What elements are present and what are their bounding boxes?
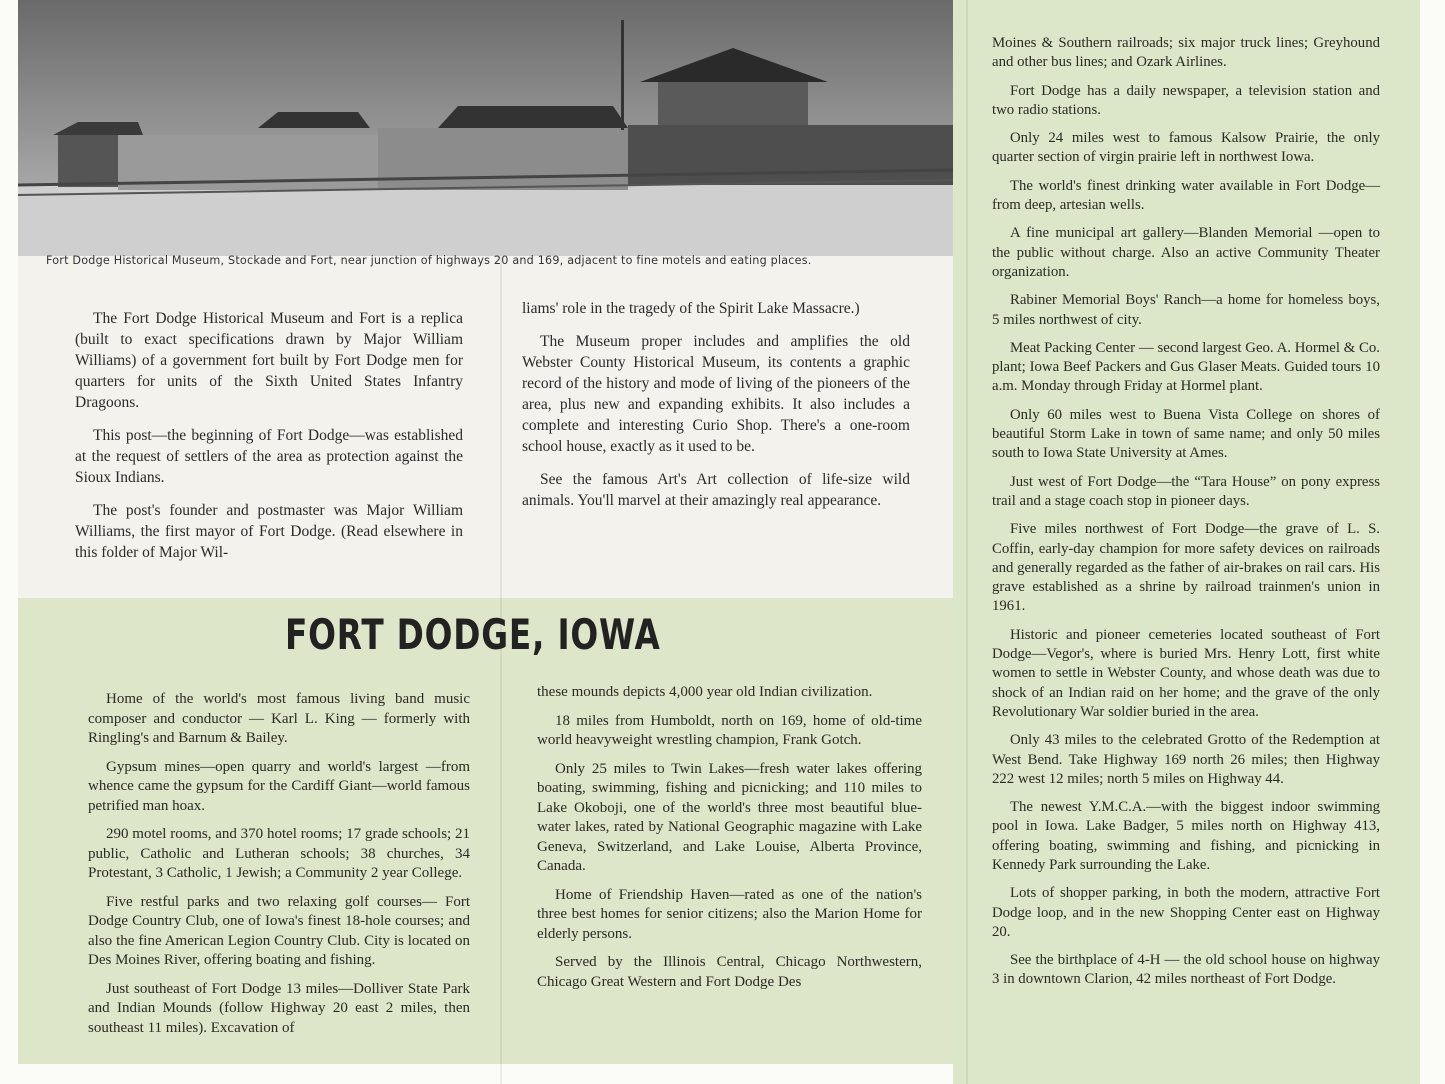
paragraph: liams' role in the tragedy of the Spirit Lake Massacre.): [522, 300, 860, 317]
paragraph: The Museum proper includes and amplifies the old Webster County Historical Museum, its contents a graphic record of the history and mode of living of the pioneers of the area, plus new and expanding exhibits. It also includes a complete and interesting Curio Shop. There's a one-room school house, exactly as it used to be.: [522, 333, 910, 455]
paragraph: The newest Y.M.C.A.—with the biggest indoor swimming pool in Iowa. Lake Badger, 5 miles north on Highway 413, offering boating, swimming and fishing, and picnicking in Kennedy Park surrounding the Lake.: [992, 799, 1380, 873]
fort-photo: [18, 0, 953, 256]
paragraph: This post—the beginning of Fort Dodge—was established at the request of settlers of the area as protection against the Sioux Indians.: [75, 427, 463, 486]
paragraph: Just west of Fort Dodge—the “Tara House” on pony express trail and a stage coach stop in pioneer days.: [992, 473, 1380, 509]
paragraph: Just southeast of Fort Dodge 13 miles—Dolliver State Park and Indian Mounds (follow Highway 20 east 2 miles, then southeast 11 miles). Excavation of: [88, 980, 470, 1036]
paragraph: Home of Friendship Haven—rated as one of the nation's three best homes for senior citizens; also the Marion Home for elderly persons.: [537, 886, 922, 942]
paragraph: The post's founder and postmaster was Major William Williams, the first mayor of Fort Dodge. (Read elsewhere in this folder of Major Wil-: [75, 502, 463, 561]
paragraph: 290 motel rooms, and 370 hotel rooms; 17 grade schools; 21 public, Catholic and Lutheran schools; 38 churches, 34 Protestant, 3 Catholic, 1 Jewish; a Community 2 year College.: [88, 826, 470, 881]
paragraph: The Fort Dodge Historical Museum and Fort is a replica (built to exact specifications drawn by Major William Williams) of a government fort built by Fort Dodge men for quarters for units of the Sixth United States Infantry Dragoons.: [75, 310, 463, 411]
paragraph: Rabiner Memorial Boys' Ranch—a home for homeless boys, 5 miles northwest of city.: [992, 292, 1380, 328]
paragraph: these mounds depicts 4,000 year old Indian civilization.: [537, 684, 873, 700]
paragraph: Only 60 miles west to Buena Vista College on shores of beautiful Storm Lake in town of same name; and only 50 miles south to Iowa State University at Ames.: [992, 406, 1380, 462]
body-left-column: [88, 690, 470, 1047]
paragraph: The world's finest drinking water available in Fort Dodge—from deep, artesian wells.: [992, 177, 1380, 214]
paragraph: Meat Packing Center — second largest Geo. A. Hormel & Co. plant; Iowa Beef Packers and Gus Glaser Meats. Guided tours 10 a.m. Monday through Friday at Hormel plant.: [992, 339, 1380, 395]
intro-middle-column: [522, 298, 910, 523]
page-title: FORT DODGE, IOWA: [285, 610, 661, 659]
paragraph: Only 25 miles to Twin Lakes—fresh water lakes offering boating, swimming, fishing and picnicking; and 110 miles to Lake Okoboji, one of the world's three most beautiful blue-water lakes, rated by National Geographic magazine with Lake Geneva, Switzerland, and Lake Louise, Alberta Province, Canada.: [537, 760, 922, 874]
paragraph: Served by the Illinois Central, Chicago Northwestern, Chicago Great Western and Fort Dodge Des: [537, 954, 922, 990]
paragraph: Only 24 miles west to famous Kalsow Prairie, the only quarter section of virgin prairie left in northwest Iowa.: [992, 130, 1380, 166]
intro-left-column: [75, 308, 463, 575]
paragraph: See the birthplace of 4-H — the old school house on highway 3 in downtown Clarion, 42 miles northeast of Fort Dodge.: [992, 952, 1380, 988]
paragraph: Fort Dodge has a daily newspaper, a television station and two radio stations.: [992, 82, 1380, 118]
paragraph: Five restful parks and two relaxing golf courses— Fort Dodge Country Club, one of Iowa's finest 18-hole courses; and also the fine American Legion Country Club. City is located on Des Moines River, offering boating and fishing.: [88, 893, 470, 968]
body-right-column: [992, 34, 1380, 999]
paragraph: A fine municipal art gallery—Blanden Memorial —open to the public without charge. Also an active Community Theater organization.: [992, 225, 1380, 280]
photo-caption: Fort Dodge Historical Museum, Stockade and Fort, near junction of highways 20 and 169, adjacent to fine motels and eating places.: [46, 254, 812, 267]
paragraph: See the famous Art's Art collection of life-size wild animals. You'll marvel at their amazingly real appearance.: [522, 471, 910, 509]
fold-line: [966, 0, 968, 1084]
paragraph: Only 43 miles to the celebrated Grotto of the Redemption at West Bend. Take Highway 169 north 26 miles; then Highway 222 west 12 miles; north 5 miles on Highway 44.: [992, 732, 1380, 787]
paragraph: Five miles northwest of Fort Dodge—the grave of L. S. Coffin, early-day champion for more safety devices on railroads and generally regarded as the father of air-brakes on rail cars. His grave established as a shrine by railroad trainmen's union in 1961.: [992, 521, 1380, 615]
paragraph: 18 miles from Humboldt, north on 169, home of old-time world heavyweight wrestling champion, Frank Gotch.: [537, 712, 922, 748]
paragraph: Moines & Southern railroads; six major truck lines; Greyhound and other bus lines; and Ozark Airlines.: [992, 35, 1380, 71]
paragraph: Historic and pioneer cemeteries located southeast of Fort Dodge—Vegor's, where is buried Mrs. Henry Lott, first white women to settle in Webster County, and whose death was due to shock of an Indian raid on her home; and the grave of the only Revolutionary War soldier buried in the area.: [992, 626, 1380, 720]
paragraph: Gypsum mines—open quarry and world's largest —from whence came the gypsum for the Cardiff Giant—world famous petrified man hoax.: [88, 758, 470, 814]
body-middle-column: [537, 683, 922, 1001]
paragraph: Home of the world's most famous living band music composer and conductor — Karl L. King — formerly with Ringling's and Barnum & Bailey.: [88, 691, 470, 746]
paragraph: Lots of shopper parking, in both the modern, attractive Fort Dodge loop, and in the new Shopping Center east on Highway 20.: [992, 885, 1380, 940]
